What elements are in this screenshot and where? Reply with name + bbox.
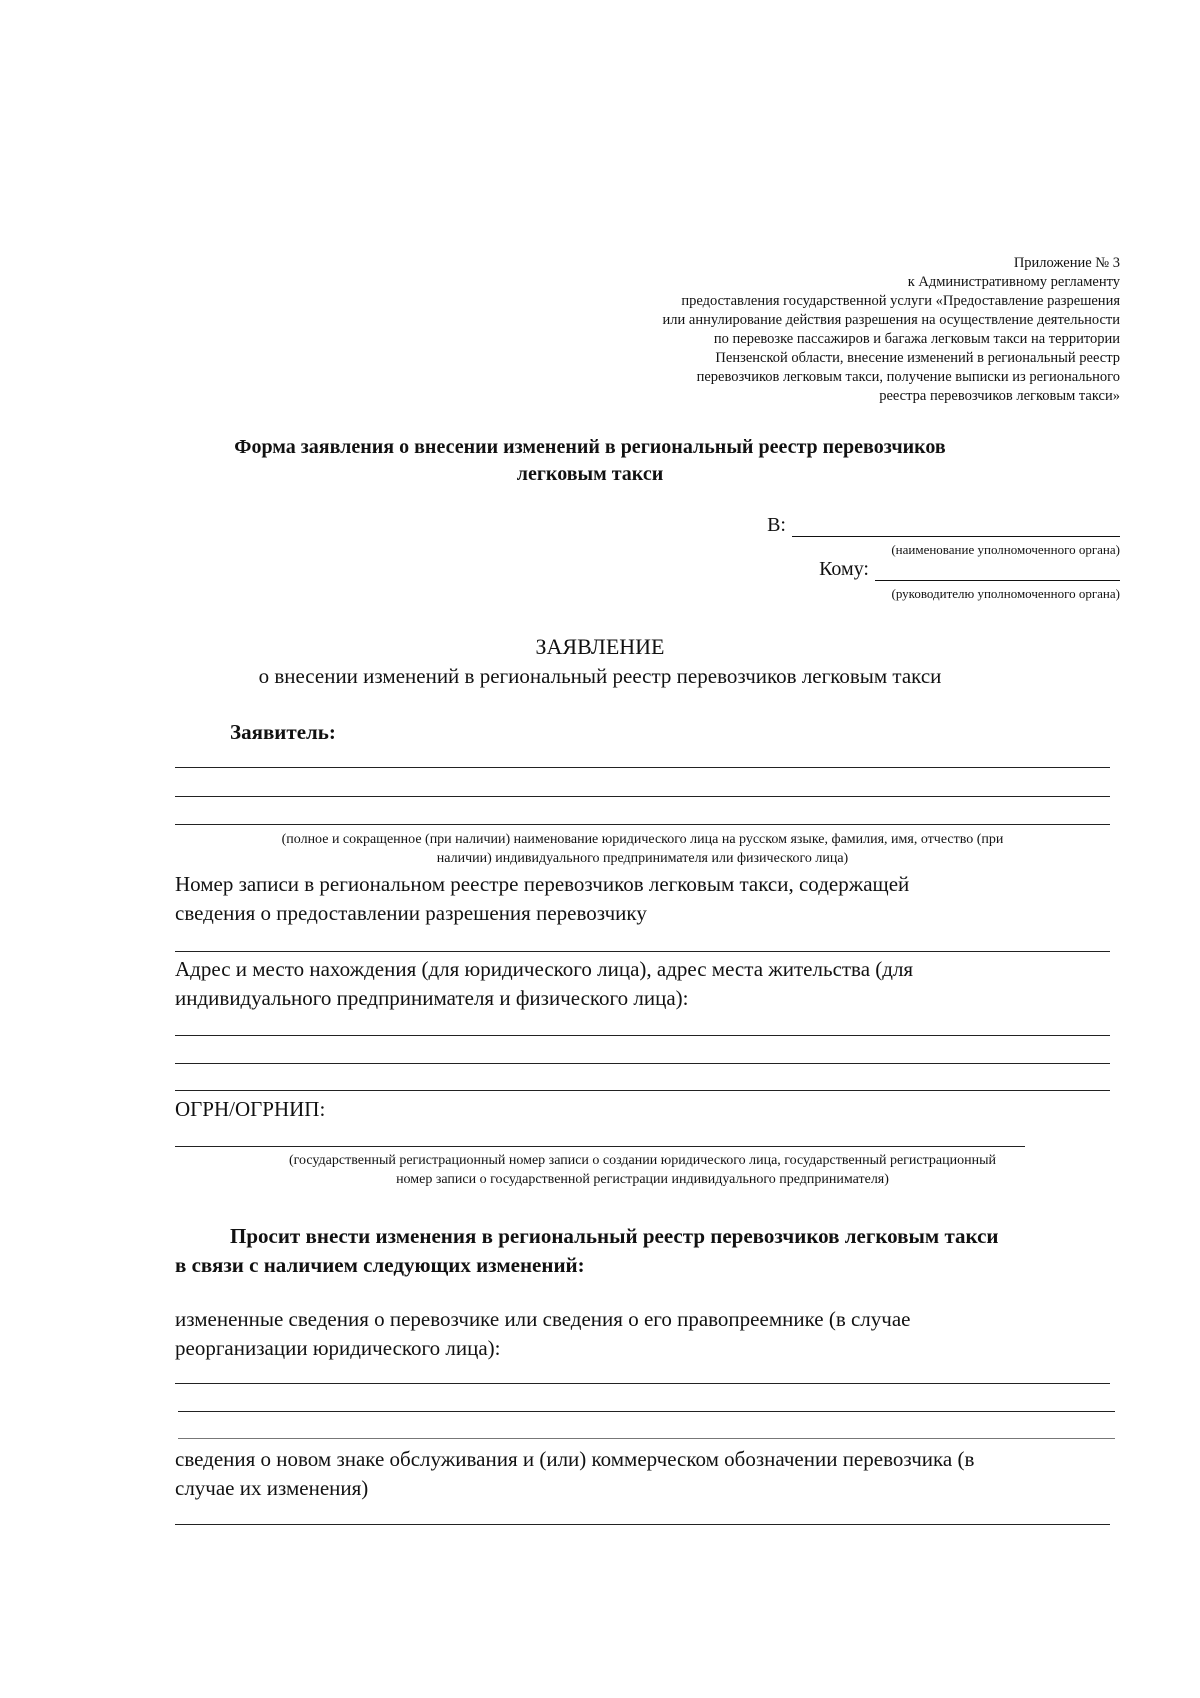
appendix-line: Приложение № 3: [1013, 255, 1120, 271]
text-line: реорганизации юридического лица):: [175, 1336, 501, 1360]
service-mark-field-line[interactable]: [175, 1524, 1110, 1525]
text-line: измененные сведения о перевозчике или сведения о его правопреемнике (в случае: [175, 1307, 911, 1331]
changed-info-label: [175, 1305, 911, 1363]
appendix-line: к Административному регламенту: [907, 274, 1120, 290]
text-line: Адрес и место нахождения (для юридического лица), адрес места жительства (для: [175, 957, 914, 981]
ogrn-caption: [165, 1151, 1120, 1189]
to-field[interactable]: [792, 516, 1120, 537]
caption-line: (полное и сокращенное (при наличии) наименование юридического лица на русском языке, фамилия, имя, отчество (при: [281, 832, 1004, 847]
applicant-field-line[interactable]: [175, 767, 1110, 768]
request-text: [175, 1222, 999, 1280]
ogrn-field-line[interactable]: [175, 1146, 1025, 1147]
caption-line: (государственный регистрационный номер записи о создании юридического лица, государственный регистрационный: [289, 1153, 996, 1168]
to-caption: (наименование уполномоченного органа): [891, 542, 1120, 557]
text-line: сведения о предоставлении разрешения перевозчику: [175, 901, 647, 925]
whom-caption: (руководителю уполномоченного органа): [891, 586, 1120, 601]
whom-field[interactable]: [875, 560, 1120, 581]
appendix-line: или аннулирование действия разрешения на осуществление деятельности: [662, 312, 1120, 328]
appendix-line: реестра перевозчиков легковым такси»: [879, 388, 1120, 404]
to-label: В:: [767, 514, 786, 536]
appendix-line: предоставления государственной услуги «Предоставление разрешения: [681, 293, 1120, 309]
caption-line: наличии) индивидуального предпринимателя или физического лица): [436, 851, 849, 866]
appendix-line: по перевозке пассажиров и багажа легковым такси на территории: [713, 331, 1120, 347]
changed-info-field-line[interactable]: [178, 1438, 1115, 1439]
address-field-line[interactable]: [175, 1063, 1110, 1064]
address-field-line[interactable]: [175, 1090, 1110, 1091]
changed-info-field-line[interactable]: [175, 1383, 1110, 1384]
text-line: индивидуального предпринимателя и физического лица):: [175, 986, 689, 1010]
statement-title: ЗАЯВЛЕНИЕ: [535, 634, 665, 659]
form-title: [170, 434, 1010, 488]
appendix-line: перевозчиков легковым такси, получение выписки из регионального: [696, 369, 1120, 385]
registry-number-field-line[interactable]: [175, 951, 1110, 952]
text-line: сведения о новом знаке обслуживания и (или) коммерческом обозначении перевозчика (в: [175, 1447, 975, 1471]
applicant-field-line[interactable]: [175, 824, 1110, 825]
text-line: случае их изменения): [175, 1476, 369, 1500]
whom-label: Кому:: [819, 558, 869, 580]
ogrn-label: ОГРН/ОГРНИП:: [175, 1097, 326, 1121]
service-mark-label: [175, 1445, 974, 1503]
whom-row: [819, 558, 1120, 581]
form-title-line: легковым такси: [516, 463, 664, 485]
caption-line: номер записи о государственной регистрации индивидуального предпринимателя): [396, 1172, 889, 1187]
applicant-label: Заявитель:: [230, 720, 336, 744]
applicant-field-line[interactable]: [175, 796, 1110, 797]
to-row: [767, 514, 1120, 537]
text-line: в связи с наличием следующих изменений:: [175, 1253, 585, 1277]
statement-subtitle: о внесении изменений в региональный реестр перевозчиков легковым такси: [258, 664, 942, 688]
appendix-header: [663, 254, 1120, 406]
text-line: Номер записи в региональном реестре перевозчиков легковым такси, содержащей: [175, 872, 910, 896]
changed-info-field-line[interactable]: [178, 1411, 1115, 1412]
registry-number-label: [175, 870, 909, 928]
text-line: Просит внести изменения в региональный реестр перевозчиков легковым такси: [230, 1224, 999, 1248]
applicant-caption: [165, 830, 1120, 868]
address-field-line[interactable]: [175, 1035, 1110, 1036]
address-label: [175, 955, 913, 1013]
form-title-line: Форма заявления о внесении изменений в региональный реестр перевозчиков: [234, 436, 946, 458]
appendix-line: Пензенской области, внесение изменений в региональный реестр: [715, 350, 1120, 366]
